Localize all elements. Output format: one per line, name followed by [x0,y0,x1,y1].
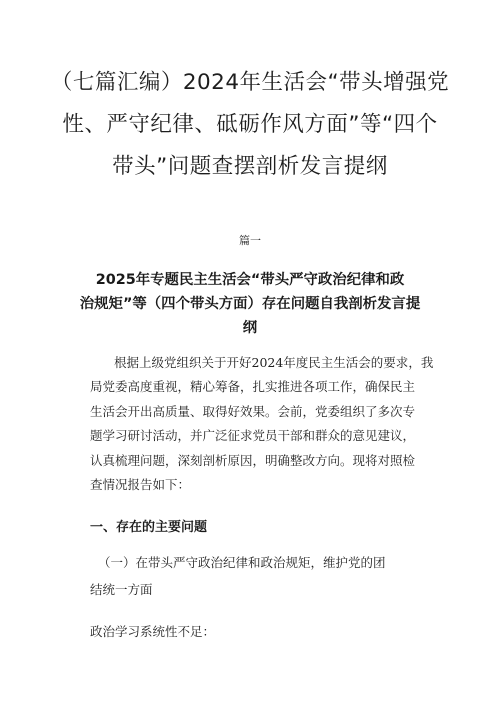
paragraph-line: 根据上级党组织关于开好2024年度民主生活会的要求，我 [114,355,434,370]
paragraph-line: 局党委高度重视，精心筹备，扎实推进各项工作，确保民主 [90,379,416,395]
section-heading: 一、存在的主要问题 [90,520,208,535]
subsection-line: 结统一方面 [90,582,153,597]
document-title [40,62,460,188]
article-title-line: 纲 [242,320,258,336]
title-line: 性、严守纪律、砥砺作风方面”等“四个 [62,112,438,137]
subsection-heading [90,549,386,603]
article-title-line: 2025年专题民主生活会“带头严守政治纪律和政 [95,272,405,288]
subsection-line: （一）在带头严守政治纪律和政治规矩，维护党的团 [98,555,386,570]
title-line: （七篇汇编）2024年生活会“带头增强党 [50,70,450,95]
title-line: 带头”问题查摆剖析发言提纲 [112,154,388,179]
paragraph-line: 认真梳理问题，深刻剖析原因，明确整改方向。现将对照检 [90,452,416,468]
paragraph-line: 题学习研讨活动，并广泛征求党员干部和群众的意见建议， [90,428,416,444]
article-title [60,268,440,340]
intro-paragraph [90,351,440,497]
paragraph-line: 查情况报告如下： [90,477,191,493]
paragraph-line: 生活会开出高质量、取得好效果。会前，党委组织了多次专 [90,403,416,419]
chapter-label: 篇一 [239,234,261,247]
article-title-line: 治规矩”等（四个带头方面）存在问题自我剖析发言提 [79,296,421,312]
point-heading: 政治学习系统性不足： [90,624,216,639]
